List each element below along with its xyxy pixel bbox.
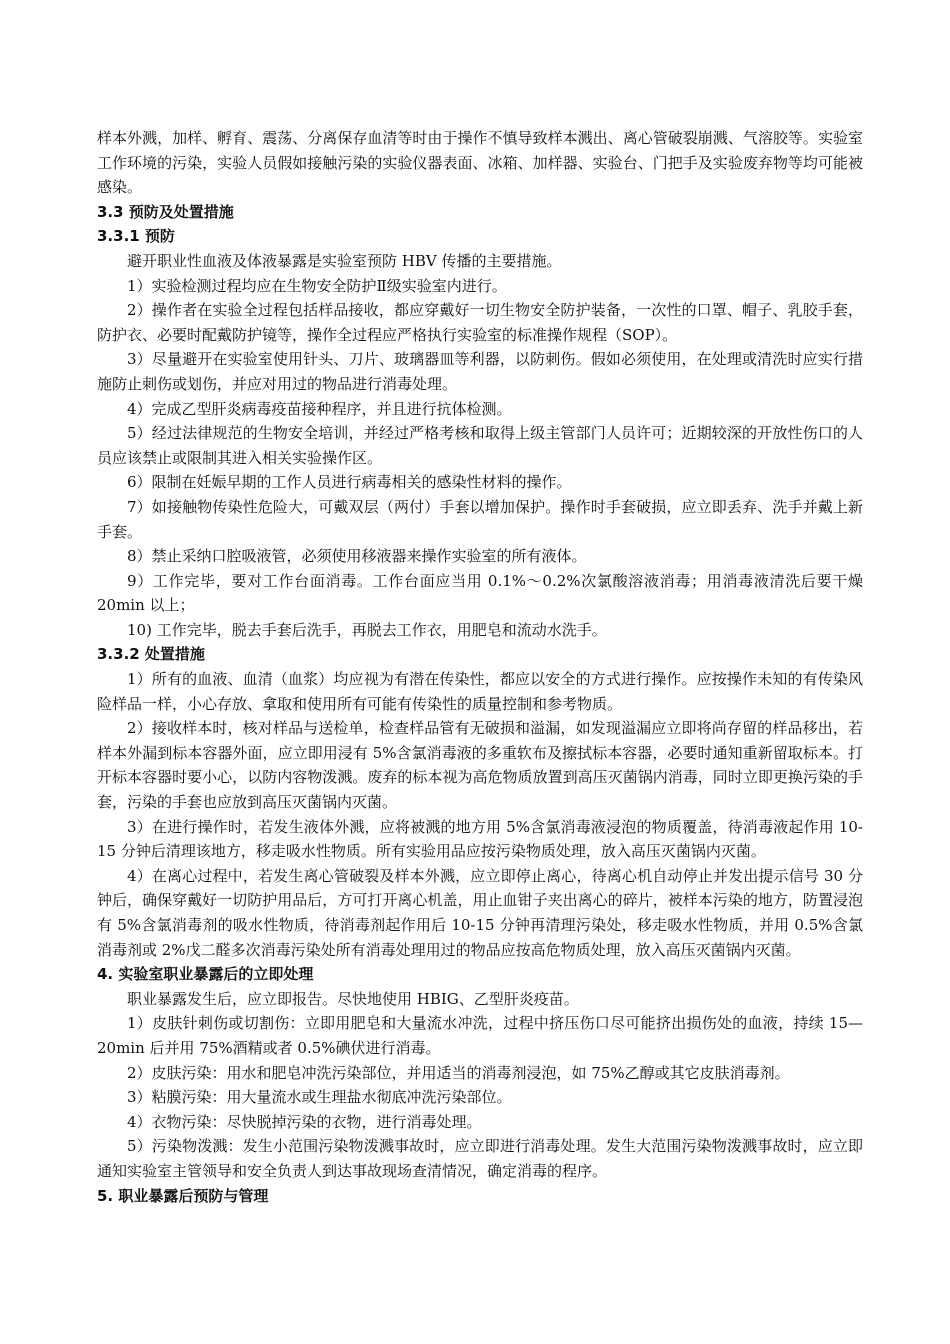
paragraph: 职业暴露发生后，应立即报告。尽快地使用 HBIG、乙型肝炎疫苗。: [127, 989, 579, 1008]
list-item: 2）操作者在实验全过程包括样品接收，都应穿戴好一切生物安全防护装备，一次性的口罩、帽子、乳胶手套，防护衣、必要时配戴防护镜等，操作全过程应严格执行实验室的标准操作规程（SOP）。: [97, 301, 863, 344]
list-item: 3）粘膜污染：用大量流水或生理盐水彻底冲洗污染部位。: [127, 1088, 512, 1107]
list-item: 1）所有的血液、血清（血浆）均应视为有潜在传染性，都应以安全的方式进行操作。应按操作未知的有传染风险样品一样，小心存放、拿取和使用所有可能有传染性的质量控制和参考物质。: [97, 670, 863, 713]
list-item: 2）皮肤污染：用水和肥皂冲洗污染部位，并用适当的消毒剂浸泡，如 75%乙醇或其它皮肤消毒剂。: [127, 1063, 790, 1082]
list-item: 4）衣物污染：尽快脱掉污染的衣物，进行消毒处理。: [127, 1112, 482, 1131]
paragraph: 样本外溅，加样、孵育、震荡、分离保存血清等时由于操作不慎导致样本溅出、离心管破裂崩溅、气溶胶等。实验室工作环境的污染，实验人员假如接触污染的实验仪器表面、冰箱、加样器、实验台、门把手及实验废弃物等均可能被感染。: [97, 129, 863, 197]
paragraph: 避开职业性血液及体液暴露是实验室预防 HBV 传播的主要措施。: [127, 251, 562, 270]
list-item: 3）尽量避开在实验室使用针头、刀片、玻璃器皿等利器，以防刺伤。假如必须使用，在处理或清洗时应实行措施防止刺伤或划伤，并应对用过的物品进行消毒处理。: [97, 350, 863, 393]
document-page: [97, 126, 863, 1208]
section-heading: 5. 职业暴露后预防与管理: [97, 1186, 269, 1205]
section-heading: 3.3 预防及处置措施: [97, 202, 234, 221]
list-item: 7）如接触物传染性危险大，可戴双层（两付）手套以增加保护。操作时手套破损，应立即丢弃、洗手并戴上新手套。: [97, 497, 863, 541]
list-item: 1）实验检测过程均应在生物安全防护Ⅱ级实验室内进行。: [127, 276, 507, 295]
subsection-heading: 3.3.1 预防: [97, 227, 175, 246]
list-item: 9）工作完毕，要对工作台面消毒。工作台面应当用 0.1%～0.2%次氯酸溶液消毒；用消毒液清洗后要干燥 20min 以上；: [97, 571, 863, 615]
list-item: 6）限制在妊娠早期的工作人员进行病毒相关的感染性材料的操作。: [127, 473, 572, 492]
list-item: 5）经过法律规范的生物安全培训，并经过严格考核和取得上级主管部门人员许可；近期较深的开放性伤口的人员应该禁止或限制其进入相关实验操作区。: [97, 424, 863, 467]
list-item: 10) 工作完毕，脱去手套后洗手，再脱去工作衣，用肥皂和流动水洗手。: [127, 620, 607, 639]
list-item: 1）皮肤针刺伤或切割伤：立即用肥皂和大量流水冲洗，过程中挤压伤口尽可能挤出损伤处的血液，持续 15—20min 后并用 75%酒精或者 0.5%碘伏进行消毒。: [97, 1014, 863, 1057]
list-item: 5）污染物泼溅：发生小范围污染物泼溅事故时，应立即进行消毒处理。发生大范围污染物泼溅事故时，应立即通知实验室主管领导和安全负责人到达事故现场查清情况，确定消毒的程序。: [97, 1137, 863, 1180]
section-heading: 4. 实验室职业暴露后的立即处理: [97, 965, 314, 984]
list-item: 2）接收样本时，核对样品与送检单，检查样品管有无破损和溢漏，如发现溢漏应立即将尚存留的样品移出，若样本外漏到标本容器外面，应立即用浸有 5%含氯消毒液的多重软布及擦拭标本容器，必要时通知重新留取标本。打开标本容器时要小心，以防内容物泼溅。废弃的标本视为高危物质放置到高压灭菌锅内消毒，同时立即更换污染的手套，污染的手套也应放到高压灭菌锅内灭菌。: [97, 719, 863, 812]
list-item: 4）完成乙型肝炎病毒疫苗接种程序，并且进行抗体检测。: [127, 399, 512, 418]
list-item: 8）禁止采纳口腔吸液管，必须使用移液器来操作实验室的所有液体。: [127, 547, 587, 566]
list-item: 4）在离心过程中，若发生离心管破裂及样本外溅，应立即停止离心，待离心机自动停止并发出提示信号 30 分钟后，确保穿戴好一切防护用品后，方可打开离心机盖，用止血钳子夹出离心的碎片，被样本污染的地方，防置浸泡有 5%含氯消毒剂的吸水性物质，待消毒剂起作用后 10-15 分钟再清理污染处，移走吸水性物质，并用 0.5%含氯消毒剂或 2%戊二醛多次消毒污染处所有消毒处理用过的物品应按高危物质处理，放入高压灭菌锅内灭菌。: [97, 866, 863, 959]
subsection-heading: 3.3.2 处置措施: [97, 645, 205, 664]
list-item: 3）在进行操作时，若发生液体外溅，应将被溅的地方用 5%含氯消毒液浸泡的物质覆盖，待消毒液起作用 10-15 分钟后清理该地方，移走吸水性物质。所有实验用品应按污染物质处理，放入高压灭菌锅内灭菌。: [97, 817, 863, 861]
